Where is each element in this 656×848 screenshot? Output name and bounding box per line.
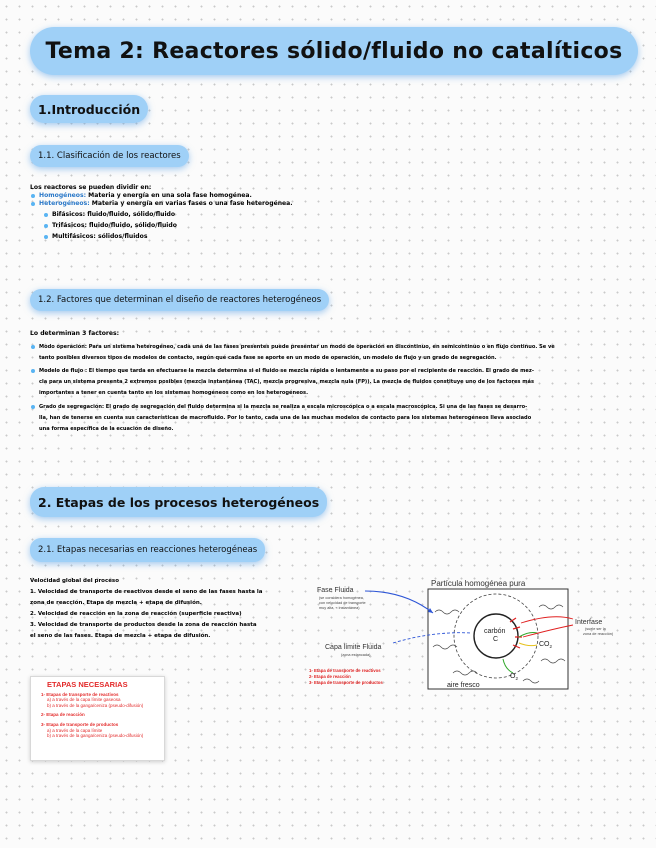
factores-text <box>30 330 640 433</box>
label-inter-note: zona de reacción) <box>583 632 614 636</box>
subheading-factores: 1.2. Factores que determinan el diseño de reactores heterogéneos <box>30 289 329 311</box>
label-red-step: 1- Etapa de transporte de reactivos <box>309 668 381 673</box>
velocity-step-2: 2. Velocidad de reacción en la zona de reacción (superficie reactiva) <box>30 611 242 617</box>
velocidad-text <box>30 577 263 640</box>
etapa-1a: a) a través de la capa límite gaseosa <box>47 697 121 703</box>
subheading-etapas-necesarias: 2.1. Etapas necesarias en reacciones heterogéneas <box>30 538 265 562</box>
label-carbon: carbón <box>484 628 506 635</box>
label-interfase: Interfase <box>575 619 603 626</box>
heading-introduccion: 1.Introducción <box>30 95 148 123</box>
velocity-step-1: 1. Velocidad de transporte de reactivos desde el seno de las fases hasta la <box>30 589 263 595</box>
velocity-step-3-cont: el seno de las fases. Etapa de mezcla + etapa de difusión. <box>30 633 211 639</box>
heading-etapas: 2. Etapas de los procesos heterogéneos <box>30 487 327 517</box>
label-ff-note: (se considera homogénea, <box>319 596 364 600</box>
fase-fluida-arrow <box>365 591 433 613</box>
label-fase-fluida: Fase Fluida <box>317 587 354 594</box>
intro-line: Los reactores se pueden dividir en: <box>30 184 152 191</box>
clasificacion-text <box>30 184 293 242</box>
label-capa-note: (zona estancada) <box>341 653 371 657</box>
list-subitem: Bifásicos: fluido/fluido, sólido/fluido <box>30 211 293 219</box>
factor-modelo-flujo: Modelo de flujo : El tiempo que tarda en efectuarse la mezcla determina si el fluido se mezcla rápida o lentamente a su paso por el recipiente de reacción. El grado de mez- <box>30 367 640 375</box>
velocity-title: Velocidad global del proceso <box>30 578 119 584</box>
factor-modelo-flujo-cont2: importantes a tener en cuenta tanto en los sistemas homogéneos como en los heterogéneos. <box>39 390 309 397</box>
etapa-3: 3- Etapa de transporte de productos <box>41 721 119 727</box>
label-ff-note: con velocidad de transporte <box>319 601 366 605</box>
label-red-step: 3- Etapa de transporte de productos <box>309 680 383 685</box>
label-red-step: 2- Etapa de reacción <box>309 674 351 679</box>
list-item: Homogéneos: Materia y energía en una sola fase homogénea. <box>30 192 293 200</box>
etapa-2: 2- Etapa de reacción <box>41 712 85 718</box>
label-carbon-c: C <box>493 636 499 643</box>
subheading-clasificacion: 1.1. Clasificación de los reactores <box>30 145 189 167</box>
etapa-3b: b) a través de la ganga/ceniza (pseudo-difusión) <box>47 733 144 739</box>
etapa-1b: b) a través de la ganga/ceniza (pseudo-difusión) <box>47 702 144 708</box>
factor-modo-operacion: Modo operación: Para un sistema heterogéneo, cada una de las fases presentes puede presentar un modo de operación en discontinuo, en semicontinuo o en flujo continuo. Se ve <box>30 343 640 351</box>
velocity-step-1-cont: zona de reacción. Etapa de mezcla + etapa de difusión. <box>30 600 202 606</box>
factor-modo-operacion-cont: tanto posibles diversos tipos de modelos de contacto, según qué cada fase se aporte en un modo de operación, un modelo de flujo y un grado de segregación. <box>39 355 497 362</box>
page-title: Tema 2: Reactores sólido/fluido no catalíticos <box>30 27 638 75</box>
label-co2: $CO_2$ <box>539 641 553 649</box>
label-inter-note: (suele ser la <box>585 627 606 631</box>
list-subitem: Trifásicos: fluido/fluido, sólido/fluido <box>30 222 293 230</box>
label-capa-limite: Capa límite Fluida <box>325 644 382 651</box>
label-aire-fresco: aire fresco <box>447 682 480 689</box>
list-item: Heterogéneos: Materia y energía en varias fases o una fase heterogénea. <box>30 200 293 208</box>
etapas-necesarias-box <box>30 676 165 761</box>
etapas-heading: ETAPAS NECESARIAS <box>47 680 128 689</box>
factor-segregacion-cont: lla, han de tenerse en cuenta sus características de macrofluido. Por lo tanto, cada una de las muchas modelos de contacto para los sistemas heterogéneos lleva asociado <box>39 414 532 421</box>
velocity-step-3: 3. Velocidad de transporte de productos desde la zona de reacción hasta <box>30 622 257 628</box>
etapa-3a: a) a través de la capa límite <box>47 727 103 733</box>
label-ff-note: muy alta, « instantánea) <box>319 606 360 610</box>
factor-modelo-flujo-cont: cla para un sistema presenta 2 extremos posibles (mezcla instantánea (TAC), mezcla progresiva, mezcla nula (FP)). La mezcla de fluidos constituye uno de los factores más <box>39 379 535 386</box>
particle-diagram <box>303 577 648 695</box>
label-particula: Partícula homogénea pura <box>431 579 526 588</box>
factors-intro: Lo determinan 3 factores: <box>30 330 120 337</box>
label-o2: $O_2$ <box>510 673 518 681</box>
list-subitem: Multifásicos: sólidos/fluidos <box>30 233 293 241</box>
etapa-1: 1- Etapas de transporte de reactivos <box>41 691 119 697</box>
factor-segregacion-cont2: una forma específica de la ecuación de diseño. <box>39 425 174 432</box>
factor-segregacion: Grado de segregación: El grado de segregación del fluido determina si la mezcla se realiza a escala microscópica o a escala macroscópica. Si una de las fases se desarro- <box>30 403 640 411</box>
